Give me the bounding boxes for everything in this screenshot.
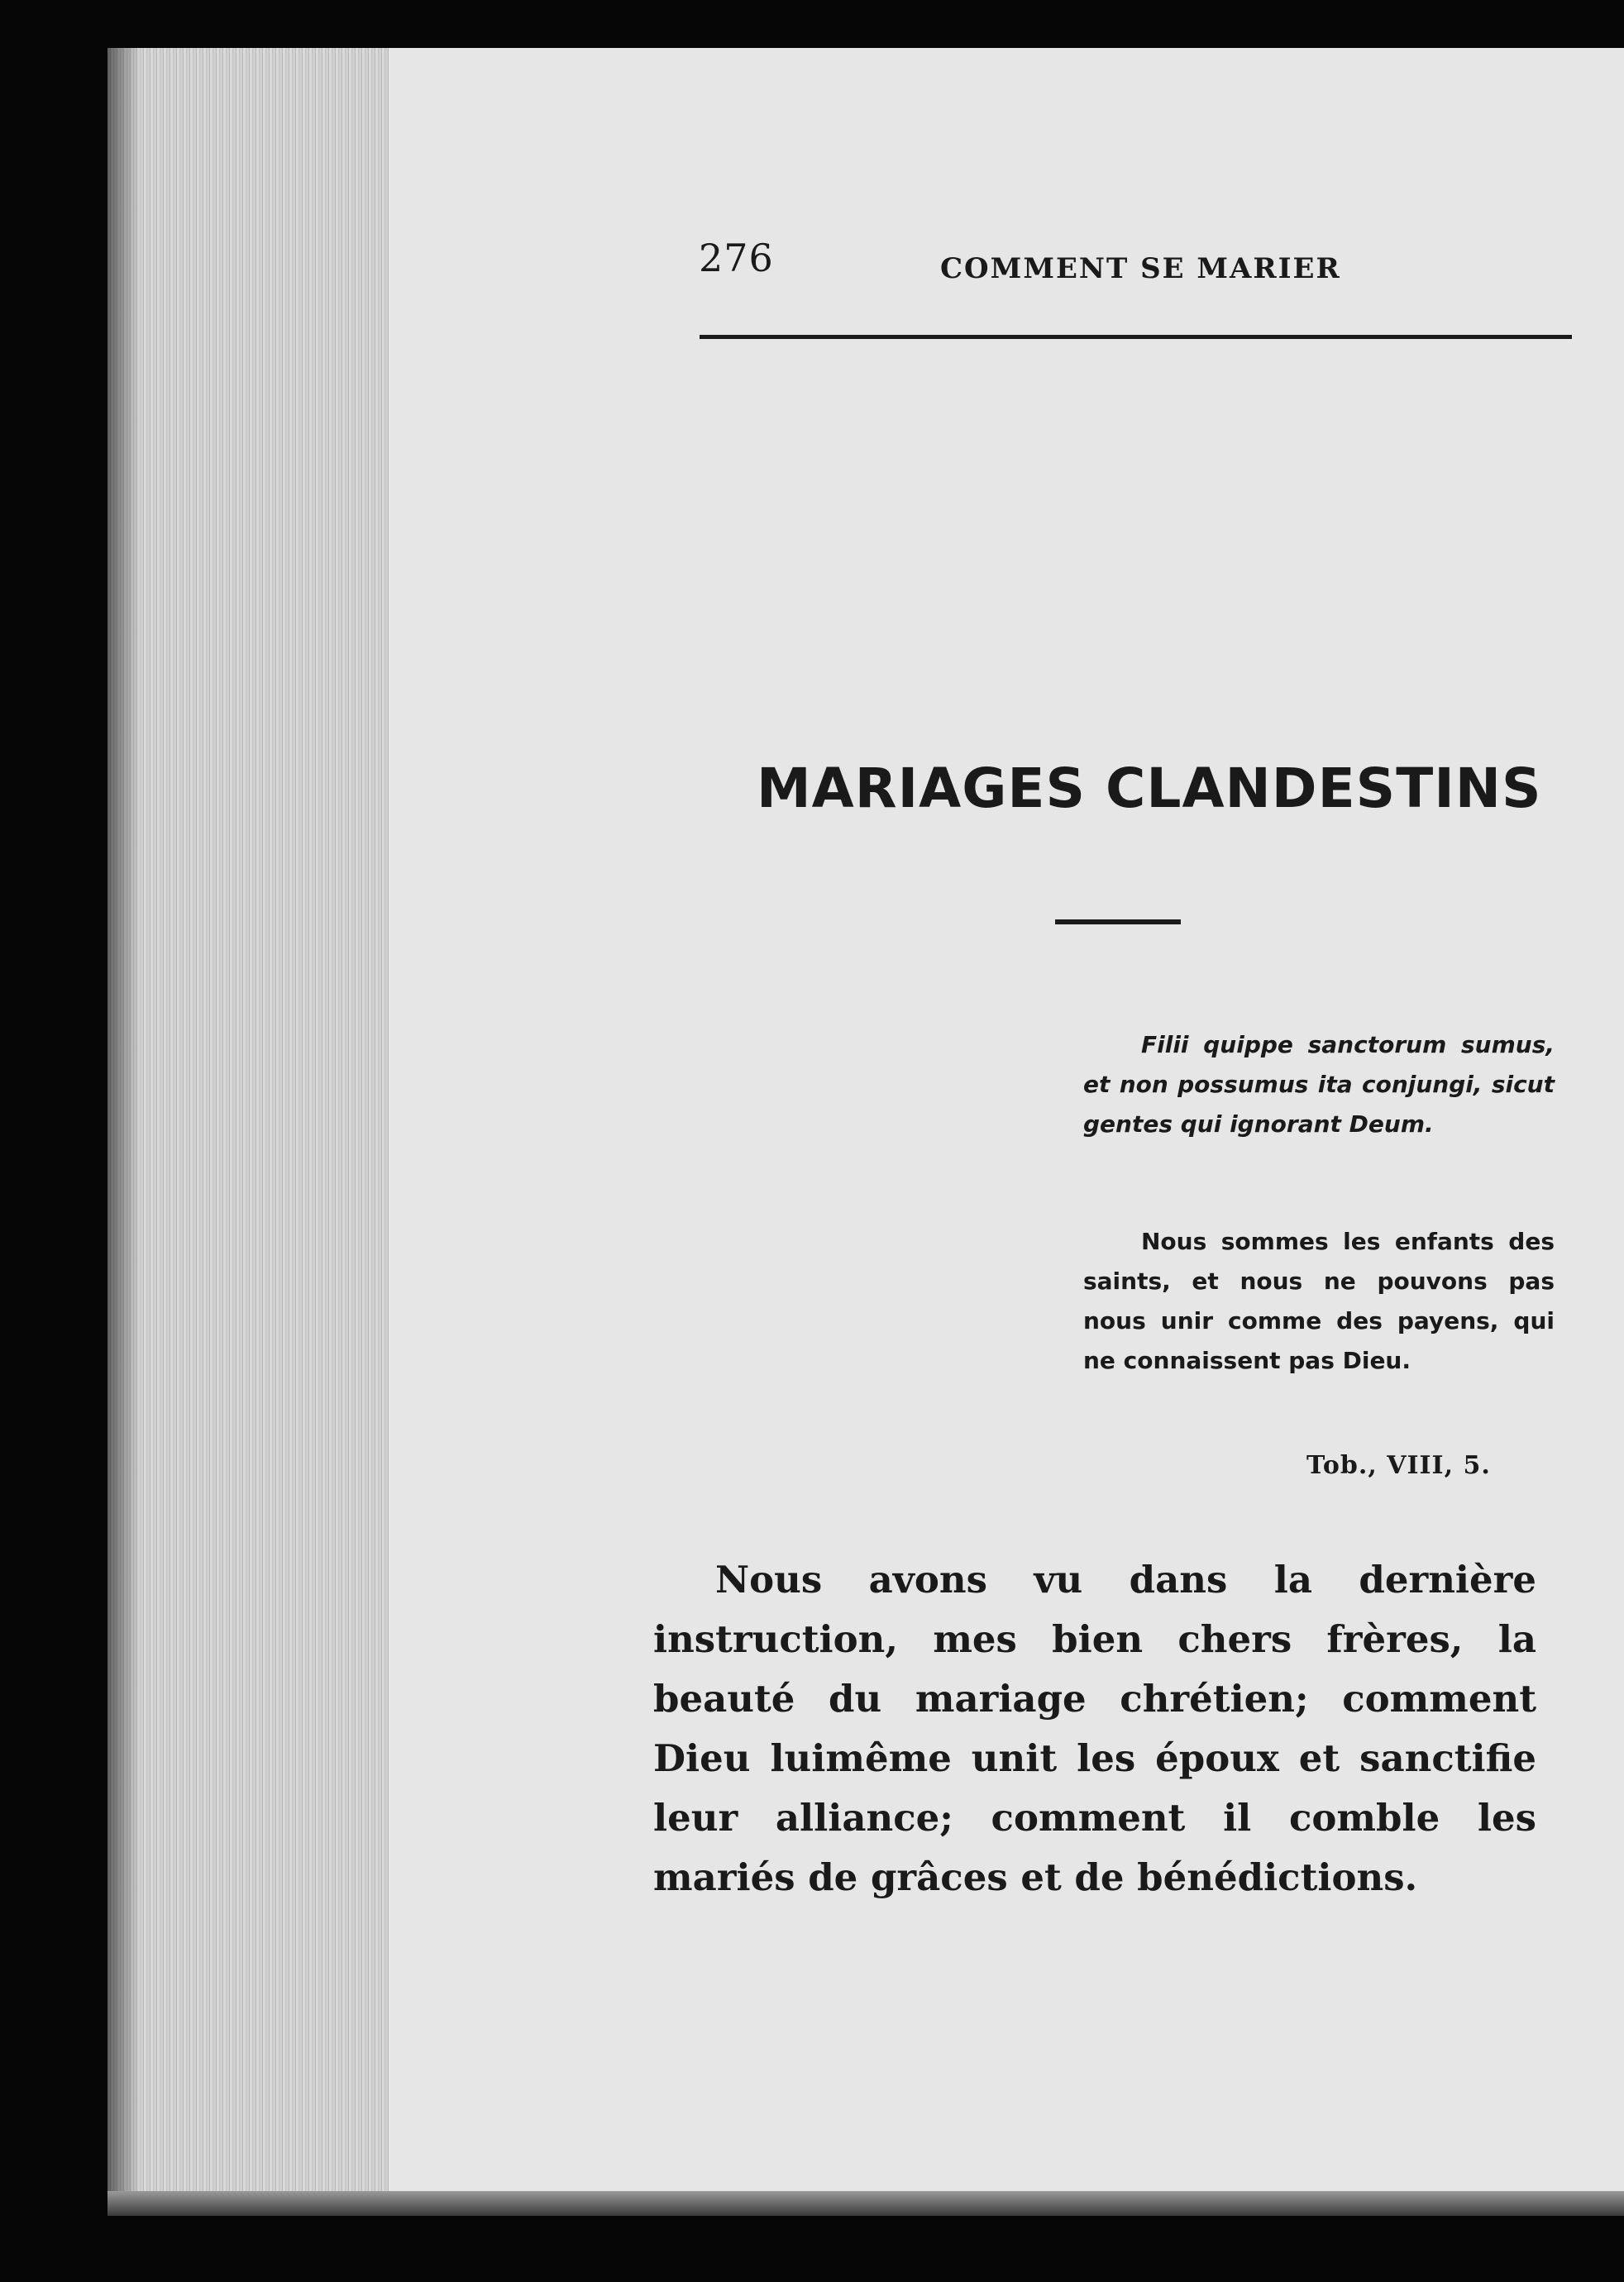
header-rule [700,335,1572,339]
french-epigraph: Nous sommes les enfants des saints, et nous ne pouvons pas nous unir comme des payens, qui ne connaissent pas Dieu. [1083,1228,1555,1374]
epigraph-citation: Tob., VIII, 5. [1306,1451,1491,1480]
running-title: COMMENT SE MARIER [940,252,1341,285]
title-rule [1055,919,1181,924]
chapter-title: MARIAGES CLANDESTINS [757,757,1542,820]
page-number: 276 [699,236,774,280]
binding-shadow [107,48,141,2214]
body-paragraph: Nous avons vu dans la dernière instruction, mes bien chers frères, la beauté du mariage chrétien; comment Dieu luimême unit les époux et sanctifie leur alliance; comment il comble les mariés de grâces et de bénédictions. [653,1558,1536,1899]
page-edges [107,48,393,2214]
latin-epigraph: Filii quippe sanctorum sumus, et non possumus ita conjungi, sicut gentes qui ignorant Deum. [1083,1031,1555,1138]
bottom-edge [107,2191,1624,2216]
